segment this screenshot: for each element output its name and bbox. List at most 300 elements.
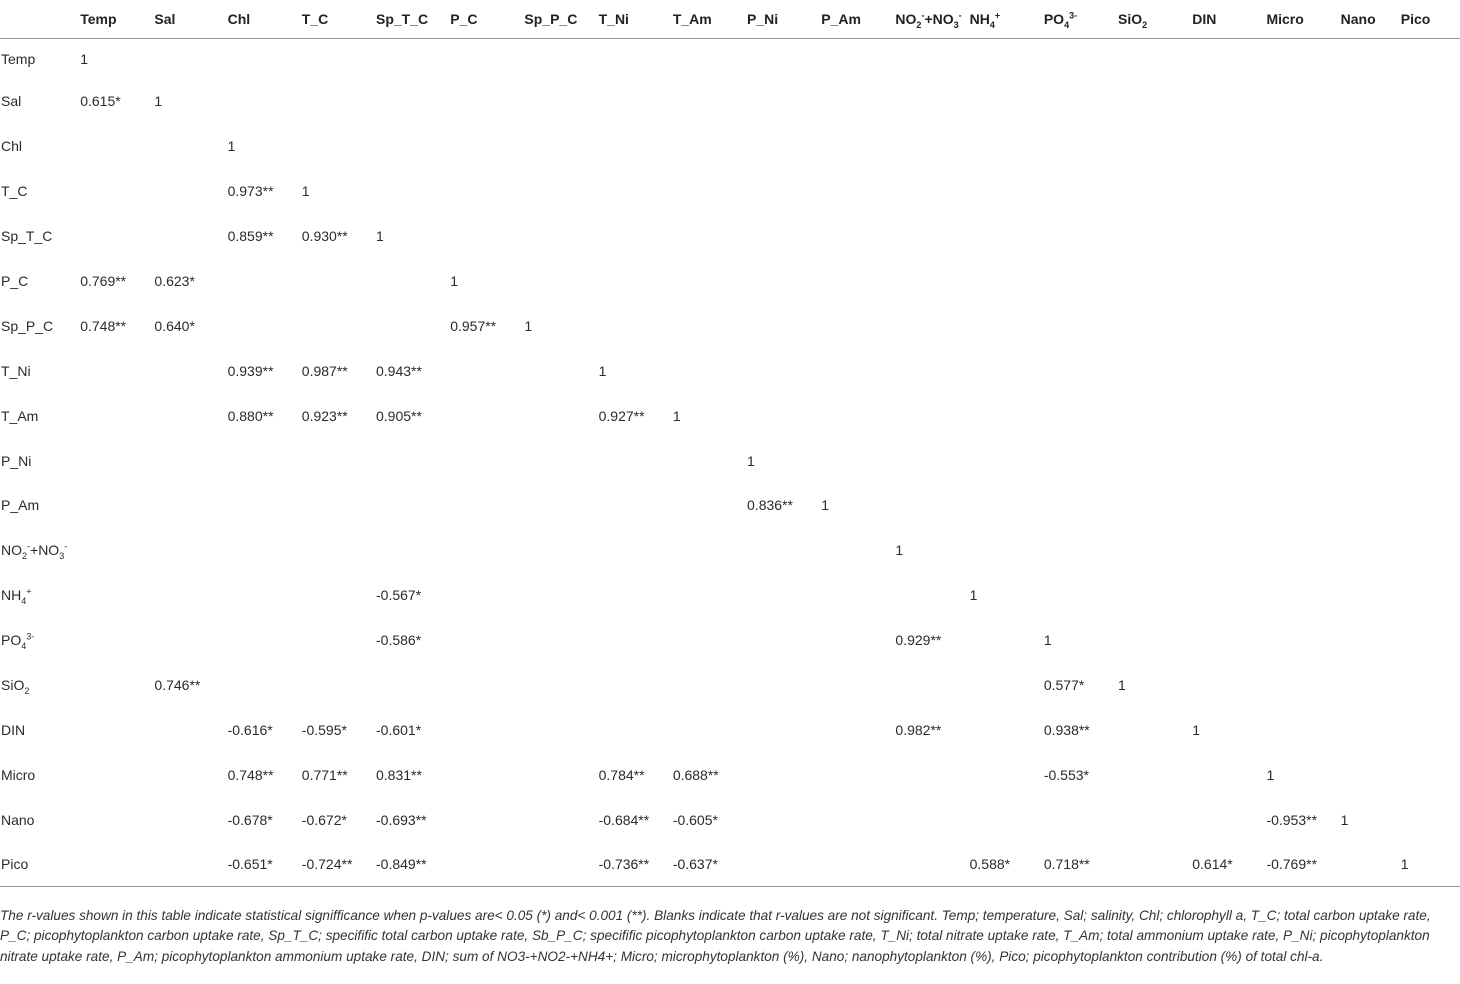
- table-cell: [894, 573, 968, 618]
- table-cell: [449, 618, 523, 663]
- column-header: $NO_2^-+NO_3^-$: [894, 0, 968, 39]
- table-cell: [227, 79, 301, 124]
- table-cell: [301, 259, 375, 304]
- table-cell: [301, 303, 375, 348]
- table-cell: [672, 438, 746, 483]
- table-cell: [1340, 483, 1400, 528]
- table-cell: [79, 169, 153, 214]
- table-row: [0, 169, 1460, 214]
- table-cell: [969, 259, 1043, 304]
- table-cell: [301, 438, 375, 483]
- table-cell: [820, 663, 894, 708]
- table-cell: -0.672*: [301, 811, 347, 828]
- table-cell: [523, 79, 597, 124]
- table-row: [0, 124, 1460, 169]
- table-cell: [1400, 573, 1460, 618]
- table-cell: [1340, 39, 1400, 80]
- table-cell: [375, 438, 449, 483]
- table-row: [0, 618, 1460, 663]
- table-cell: [1400, 259, 1460, 304]
- table-cell: [375, 259, 449, 304]
- table-cell: [969, 618, 1043, 663]
- table-cell: [894, 39, 968, 80]
- table-cell: [746, 214, 820, 259]
- table-cell: [449, 438, 523, 483]
- table-cell: [1400, 79, 1460, 124]
- table-cell: [820, 348, 894, 393]
- table-cell: [1191, 259, 1265, 304]
- table-cell: [1340, 303, 1400, 348]
- table-cell: [79, 663, 153, 708]
- table-cell: [672, 124, 746, 169]
- row-label: T_Am: [1, 407, 39, 424]
- row-label: Sal: [1, 93, 22, 110]
- table-row: [0, 259, 1460, 304]
- table-cell: 1: [1118, 677, 1126, 694]
- table-cell: [969, 348, 1043, 393]
- table-cell: [375, 169, 449, 214]
- table-cell: [153, 752, 226, 797]
- table-cell: [449, 752, 523, 797]
- row-label: Temp: [1, 51, 36, 67]
- table-cell: [1117, 79, 1191, 124]
- table-cell: [1340, 259, 1400, 304]
- table-cell: [1117, 169, 1191, 214]
- table-cell: [153, 618, 226, 663]
- table-cell: [449, 348, 523, 393]
- table-cell: [894, 663, 968, 708]
- table-cell: [746, 707, 820, 752]
- table-cell: [672, 303, 746, 348]
- table-cell: [301, 483, 375, 528]
- table-cell: 1: [747, 452, 755, 469]
- row-label: $PO_4^{3-}$: [1, 631, 35, 651]
- table-cell: [1043, 528, 1117, 573]
- table-cell: [598, 124, 672, 169]
- table-cell: [969, 169, 1043, 214]
- table-cell: [1191, 528, 1265, 573]
- table-cell: [894, 169, 968, 214]
- table-cell: [1265, 707, 1339, 752]
- table-cell: [1400, 169, 1460, 214]
- table-cell: [523, 348, 597, 393]
- table-cell: [1400, 528, 1460, 573]
- table-cell: 1: [450, 273, 458, 289]
- table-cell: [1265, 663, 1339, 708]
- row-label: $NH_4^+$: [1, 586, 32, 607]
- table-cell: [1191, 797, 1265, 842]
- table-cell: [153, 124, 226, 169]
- table-cell: [1400, 483, 1460, 528]
- row-label: Sp_T_C: [1, 228, 53, 245]
- table-row: [0, 39, 1460, 80]
- table-cell: [1043, 214, 1117, 259]
- table-cell: [227, 39, 301, 80]
- table-row: [0, 528, 1460, 573]
- table-cell: -0.601*: [376, 721, 422, 738]
- table-cell: [746, 79, 820, 124]
- table-cell: 0.784**: [598, 766, 645, 783]
- table-cell: 1: [969, 587, 978, 604]
- table-cell: [746, 39, 820, 80]
- table-cell: [746, 573, 820, 618]
- table-cell: [1043, 39, 1117, 80]
- table-cell: [894, 259, 968, 304]
- table-cell: [375, 483, 449, 528]
- column-header: Temp: [79, 0, 153, 39]
- table-cell: [1400, 752, 1460, 797]
- column-header: $PO_4^{3-}$: [1043, 0, 1117, 39]
- table-cell: [672, 618, 746, 663]
- table-cell: [1191, 124, 1265, 169]
- row-label: T_C: [1, 183, 28, 200]
- table-cell: [1265, 528, 1339, 573]
- table-cell: [1117, 707, 1191, 752]
- table-cell: [1265, 79, 1339, 124]
- table-cell: [227, 303, 301, 348]
- table-cell: [1117, 259, 1191, 304]
- table-cell: 0.769**: [80, 273, 127, 289]
- row-label: DIN: [1, 721, 26, 738]
- table-cell: [523, 707, 597, 752]
- table-cell: [79, 707, 153, 752]
- table-cell: 1: [154, 93, 163, 110]
- table-cell: [79, 797, 153, 842]
- table-cell: [1340, 393, 1400, 438]
- table-cell: [1191, 393, 1265, 438]
- table-cell: [598, 663, 672, 708]
- table-cell: [746, 528, 820, 573]
- table-cell: [153, 842, 226, 887]
- table-cell: [672, 214, 746, 259]
- table-cell: [969, 214, 1043, 259]
- table-cell: [1117, 124, 1191, 169]
- table-cell: [746, 303, 820, 348]
- table-cell: [79, 528, 153, 573]
- table-cell: [1043, 259, 1117, 304]
- table-cell: [746, 393, 820, 438]
- table-cell: [1400, 393, 1460, 438]
- table-cell: [1400, 214, 1460, 259]
- table-row: [0, 303, 1460, 348]
- table-cell: 0.905**: [376, 407, 422, 424]
- table-cell: [301, 528, 375, 573]
- table-cell: 0.615*: [80, 93, 121, 110]
- table-cell: 0.718**: [1043, 842, 1117, 887]
- table-cell: [79, 842, 153, 887]
- table-cell: [375, 39, 449, 80]
- table-cell: [1043, 438, 1117, 483]
- table-cell: [672, 348, 746, 393]
- table-cell: -0.684**: [598, 811, 650, 828]
- table-cell: [153, 393, 226, 438]
- table-cell: [523, 528, 597, 573]
- table-cell: [227, 259, 301, 304]
- table-cell: [523, 393, 597, 438]
- table-cell: [672, 39, 746, 80]
- table-cell: [1400, 797, 1460, 842]
- table-cell: 1: [524, 317, 533, 334]
- table-cell: -0.769**: [1265, 842, 1339, 887]
- table-cell: [1340, 169, 1400, 214]
- table-cell: [1265, 573, 1339, 618]
- table-cell: [1400, 39, 1460, 80]
- table-cell: [820, 124, 894, 169]
- table-cell: [1043, 79, 1117, 124]
- row-label: Pico: [0, 842, 79, 887]
- table-cell: [153, 348, 226, 393]
- table-cell: [820, 752, 894, 797]
- table-cell: [746, 169, 820, 214]
- table-cell: [449, 124, 523, 169]
- table-cell: 0.987**: [301, 362, 348, 379]
- table-cell: 0.640*: [154, 317, 195, 334]
- column-header: Chl: [227, 0, 301, 39]
- column-header: T_Am: [672, 0, 746, 39]
- table-cell: [79, 752, 153, 797]
- table-cell: [894, 438, 968, 483]
- table-cell: [375, 124, 449, 169]
- column-header: P_Am: [820, 0, 894, 39]
- table-cell: [820, 438, 894, 483]
- table-row: [0, 573, 1460, 618]
- column-header: Sp_P_C: [523, 0, 597, 39]
- table-cell: [1340, 79, 1400, 124]
- table-cell: [672, 483, 746, 528]
- table-cell: [375, 303, 449, 348]
- table-cell: [820, 393, 894, 438]
- table-cell: [1340, 663, 1400, 708]
- table-cell: -0.605*: [672, 811, 718, 828]
- table-row: [0, 348, 1460, 393]
- table-cell: [1043, 124, 1117, 169]
- table-cell: [1191, 573, 1265, 618]
- column-header: T_Ni: [598, 0, 672, 39]
- table-cell: [153, 39, 226, 80]
- table-row: [0, 393, 1460, 438]
- table-cell: [1400, 438, 1460, 483]
- table-cell: [1191, 438, 1265, 483]
- table-cell: [598, 707, 672, 752]
- table-cell: 0.943**: [376, 362, 422, 379]
- table-cell: [746, 124, 820, 169]
- table-cell: [79, 483, 153, 528]
- table-cell: [153, 528, 226, 573]
- table-cell: [1340, 348, 1400, 393]
- table-cell: [1117, 842, 1191, 887]
- table-cell: [1400, 303, 1460, 348]
- table-cell: [375, 79, 449, 124]
- table-cell: 0.859**: [227, 228, 274, 245]
- row-label: Nano: [1, 811, 35, 828]
- table-cell: [1265, 169, 1339, 214]
- table-cell: 1: [376, 228, 384, 245]
- table-cell: -0.637*: [672, 842, 746, 887]
- table-cell: [598, 528, 672, 573]
- table-cell: 1: [1043, 632, 1052, 649]
- table-cell: [449, 214, 523, 259]
- table-cell: [598, 573, 672, 618]
- table-cell: [1400, 707, 1460, 752]
- table-cell: 0.927**: [598, 407, 645, 424]
- table-cell: [375, 528, 449, 573]
- table-cell: 0.623*: [154, 273, 195, 289]
- table-cell: [746, 348, 820, 393]
- table-cell: -0.586*: [376, 632, 422, 649]
- column-header: Sp_T_C: [375, 0, 449, 39]
- table-cell: [1043, 797, 1117, 842]
- table-cell: [820, 259, 894, 304]
- table-cell: [523, 259, 597, 304]
- table-cell: [598, 618, 672, 663]
- table-cell: [1043, 348, 1117, 393]
- column-header: Micro: [1265, 0, 1339, 39]
- table-cell: [449, 39, 523, 80]
- table-cell: [1400, 348, 1460, 393]
- table-cell: [746, 842, 820, 887]
- table-cell: [1117, 348, 1191, 393]
- table-cell: [1117, 438, 1191, 483]
- table-cell: [1117, 573, 1191, 618]
- table-cell: [1191, 618, 1265, 663]
- table-cell: [449, 842, 523, 887]
- table-cell: [449, 573, 523, 618]
- table-cell: [1117, 618, 1191, 663]
- table-cell: [672, 663, 746, 708]
- table-cell: [598, 483, 672, 528]
- table-cell: [79, 214, 153, 259]
- table-cell: [1340, 214, 1400, 259]
- table-cell: [301, 573, 375, 618]
- table-cell: [523, 842, 597, 887]
- column-header: Pico: [1400, 0, 1460, 39]
- table-cell: [1191, 214, 1265, 259]
- table-cell: [523, 752, 597, 797]
- row-label: Micro: [1, 766, 36, 783]
- table-cell: [1191, 348, 1265, 393]
- table-cell: [1400, 124, 1460, 169]
- table-cell: 0.748**: [227, 766, 274, 783]
- column-header: SiO$_2$: [1117, 0, 1191, 39]
- table-cell: [820, 79, 894, 124]
- column-header: Sal: [153, 0, 226, 39]
- table-cell: [523, 797, 597, 842]
- table-cell: [820, 707, 894, 752]
- table-cell: [301, 39, 375, 80]
- table-cell: [894, 124, 968, 169]
- table-cell: [227, 528, 301, 573]
- row-label: SiO$_2$: [1, 677, 30, 696]
- table-cell: [820, 573, 894, 618]
- table-cell: 1: [1266, 766, 1275, 783]
- table-row: [0, 663, 1460, 708]
- table-cell: [598, 259, 672, 304]
- column-header: T_C: [301, 0, 375, 39]
- table-cell: [1265, 124, 1339, 169]
- table-cell: 1: [1340, 811, 1349, 828]
- table-cell: 0.957**: [450, 317, 497, 334]
- table-cell: 1: [895, 542, 904, 559]
- table-cell: [1265, 39, 1339, 80]
- table-cell: [449, 393, 523, 438]
- table-cell: [746, 663, 820, 708]
- table-cell: [672, 169, 746, 214]
- table-cell: [449, 663, 523, 708]
- row-label: T_Ni: [1, 362, 31, 379]
- table-cell: [746, 618, 820, 663]
- table-cell: [1340, 124, 1400, 169]
- table-cell: [1340, 707, 1400, 752]
- table-cell: 0.923**: [301, 407, 348, 424]
- table-cell: [820, 528, 894, 573]
- table-cell: [375, 663, 449, 708]
- table-cell: [969, 797, 1043, 842]
- table-cell: [449, 528, 523, 573]
- column-header: $NH_4^+$: [969, 0, 1043, 39]
- table-cell: [820, 39, 894, 80]
- table-cell: [894, 393, 968, 438]
- column-header: DIN: [1191, 0, 1265, 39]
- table-cell: 0.831**: [376, 766, 422, 783]
- table-cell: [523, 124, 597, 169]
- table-cell: [1265, 483, 1339, 528]
- row-label: Sp_P_C: [1, 317, 54, 334]
- table-cell: 1: [1192, 721, 1201, 738]
- table-cell: [523, 438, 597, 483]
- table-cell: 1: [821, 497, 830, 514]
- table-cell: 1: [227, 138, 236, 155]
- table-cell: [969, 528, 1043, 573]
- table-cell: [1117, 528, 1191, 573]
- table-cell: -0.651*: [227, 842, 301, 887]
- row-label: P_Ni: [1, 452, 32, 469]
- table-cell: 1: [1400, 842, 1460, 887]
- table-row: [0, 752, 1460, 797]
- table-cell: 0.880**: [227, 407, 274, 424]
- table-cell: [301, 663, 375, 708]
- table-cell: [79, 393, 153, 438]
- table-cell: 0.688**: [672, 766, 719, 783]
- table-cell: [598, 438, 672, 483]
- table-cell: [820, 797, 894, 842]
- table-footnote: The r-values shown in this table indicate statistical signifficance when p-values are< 0.05 (*) and< 0.001 (**). Blanks indicate that r-values are not significant. Temp; temperature, Sal; salinity, Chl; chlorophyll a, T_C; total carbon uptake rate, P_C; picophytoplankton carbon uptake rate, Sp_T_C; specifific total carbon uptake rate, Sb_P_C; specifific picophytoplankton carbon uptake rate, T_Ni; total nitrate uptake rate, T_Am; total ammonium uptake rate, P_Ni; picophytoplankton nitrate uptake rate, P_Am; picophytoplankton ammonium uptake rate, DIN; sum of NO3-+NO2-+NH4+; Micro; microphytoplankton (%), Nano; nanophytoplankton (%), Pico; picophytoplankton contribution (%) of total chl-a.: [0, 908, 1431, 964]
- table-cell: [1340, 752, 1400, 797]
- row-label: P_C: [1, 273, 29, 289]
- table-cell: [449, 169, 523, 214]
- table-cell: 0.836**: [747, 497, 793, 514]
- table-cell: 0.930**: [301, 228, 348, 245]
- table-cell: [894, 348, 968, 393]
- table-cell: 0.929**: [895, 632, 942, 649]
- table-cell: [1265, 303, 1339, 348]
- table-cell: [894, 214, 968, 259]
- table-cell: [672, 707, 746, 752]
- table-cell: [969, 707, 1043, 752]
- table-cell: [79, 573, 153, 618]
- table-cell: [894, 842, 968, 887]
- table-row: [0, 214, 1460, 259]
- table-cell: [746, 797, 820, 842]
- table-cell: [153, 573, 226, 618]
- table-cell: [153, 169, 226, 214]
- column-header: Nano: [1340, 0, 1400, 39]
- table-cell: [820, 169, 894, 214]
- table-cell: [1191, 752, 1265, 797]
- table-cell: [894, 303, 968, 348]
- table-cell: [79, 438, 153, 483]
- table-cell: [1265, 618, 1339, 663]
- table-cell: [449, 707, 523, 752]
